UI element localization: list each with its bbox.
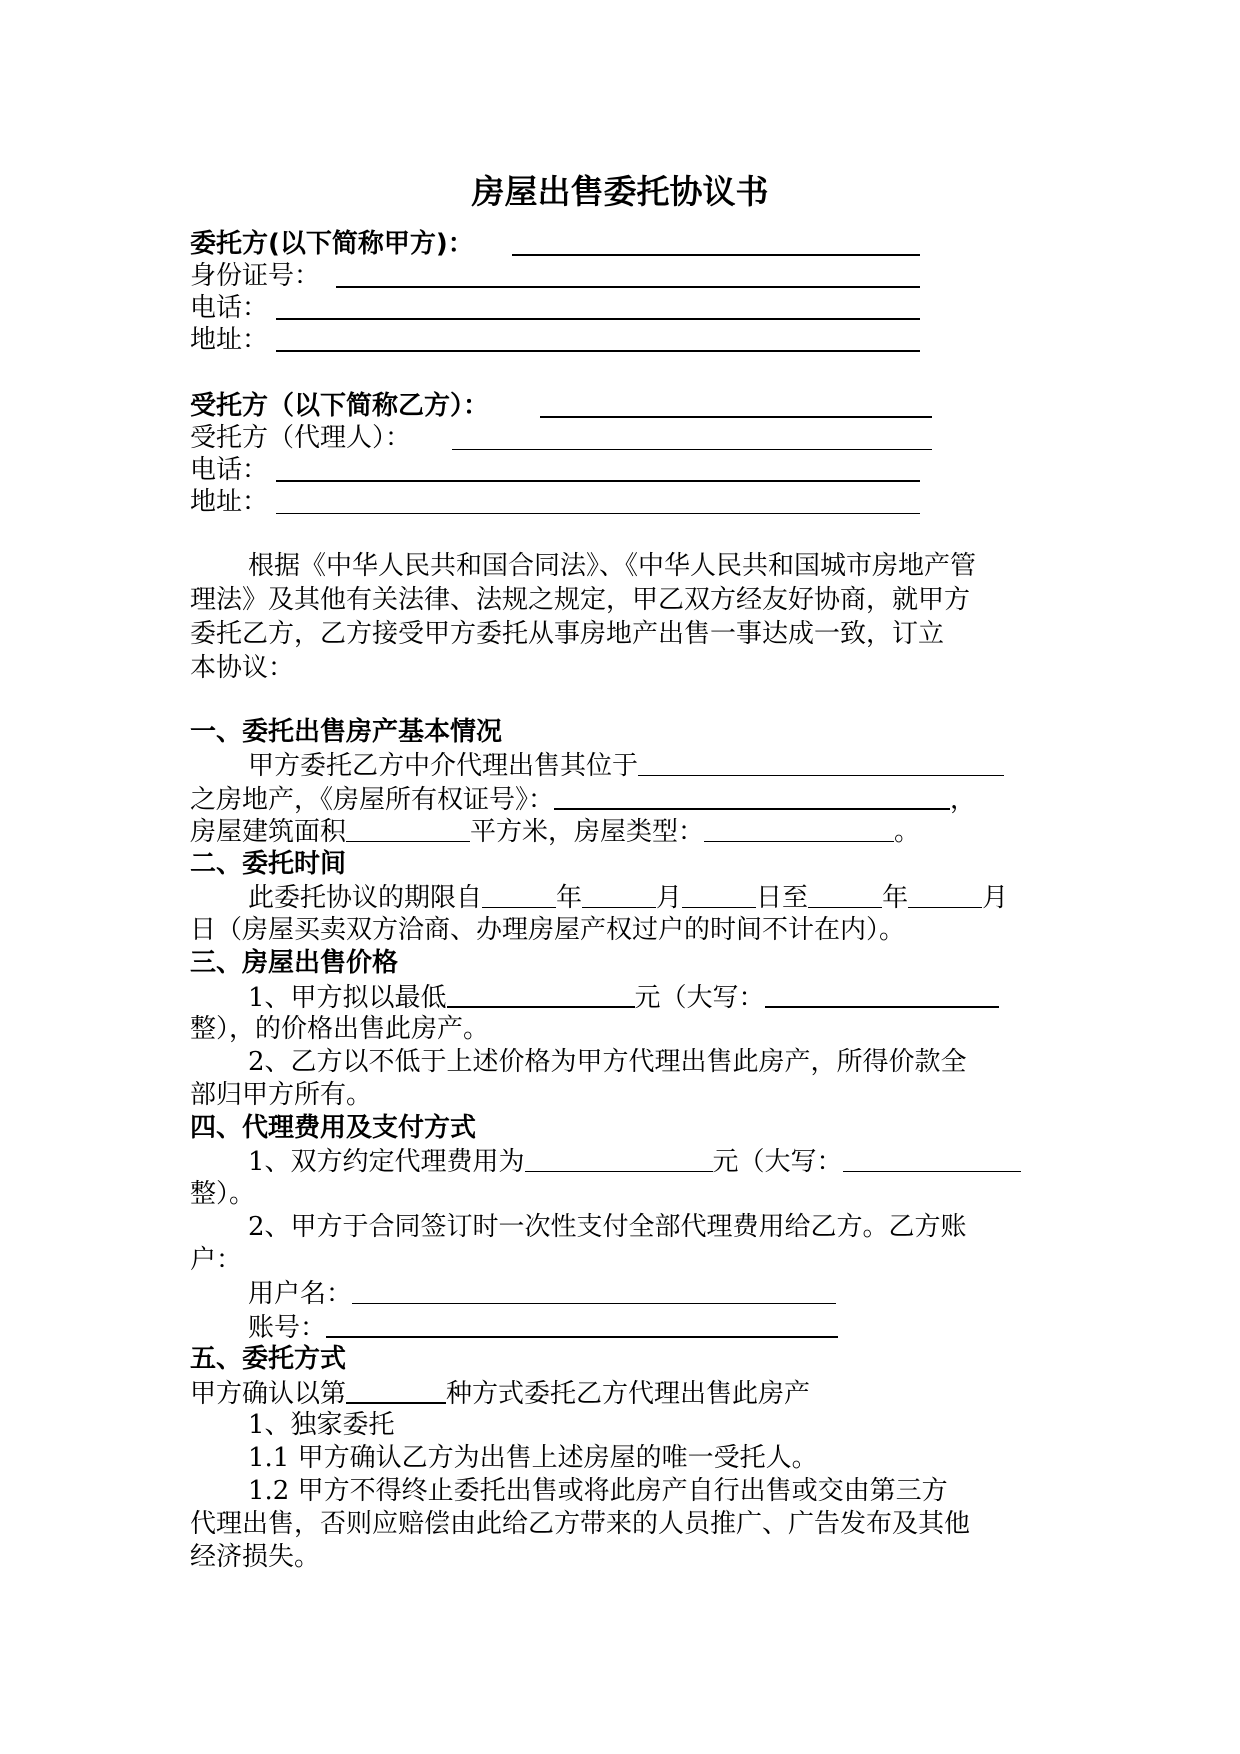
option-1-title: 1、独家委托 <box>248 1410 395 1440</box>
party-b-phone-field[interactable] <box>276 480 920 482</box>
username-field[interactable] <box>352 1277 836 1304</box>
party-b-address-field[interactable] <box>276 513 920 514</box>
mode-number-field[interactable] <box>346 1376 446 1404</box>
party-a-address-label: 地址： <box>190 325 269 355</box>
mode-label: 甲方确认以第 <box>190 1379 347 1409</box>
preamble-line-1: 根据《中华人民共和国合同法》、《中华人民共和国城市房地产管 <box>248 551 977 581</box>
document-title: 房屋出售委托协议书 <box>471 172 769 211</box>
mode-description: 种方式委托乙方代理出售此房产 <box>446 1379 811 1409</box>
min-price-label: 1、甲方拟以最低 <box>248 983 447 1013</box>
section-3-p1-line-2: 整），的价格出售此房产。 <box>190 1014 490 1044</box>
account-label: 账号： <box>248 1313 327 1343</box>
party-a-name-field[interactable] <box>512 254 920 256</box>
start-year-field[interactable] <box>482 881 556 908</box>
start-day-field[interactable] <box>682 881 756 908</box>
fee-uppercase-label: 元（大写： <box>712 1147 843 1177</box>
section-3-p2-line-1: 2、乙方以不低于上述价格为甲方代理出售此房产，所得价款全 <box>248 1047 967 1077</box>
certificate-label: 之房地产，《房屋所有权证号》： <box>190 785 555 815</box>
area-label: 房屋建筑面积 <box>190 817 347 847</box>
section-4-heading: 四、代理费用及支付方式 <box>190 1113 477 1143</box>
section-4-p2-line-1: 2、甲方于合同签订时一次性支付全部代理费用给乙方。乙方账 <box>248 1212 967 1242</box>
section-4-p1-line-1 <box>248 1145 1021 1178</box>
section-4-p2-line-2: 户： <box>190 1245 243 1275</box>
end-month-field[interactable] <box>908 881 982 908</box>
username-row <box>248 1277 836 1310</box>
username-label: 用户名： <box>248 1279 353 1309</box>
party-b-address-label: 地址： <box>190 487 269 517</box>
section-1-location-label: 甲方委托乙方中介代理出售其位于 <box>248 751 639 781</box>
section-1-line-1 <box>248 749 1004 782</box>
section-5-line-1 <box>190 1376 810 1410</box>
house-type-field[interactable] <box>704 815 894 842</box>
house-type-label: 平方米，房屋类型： <box>470 817 705 847</box>
section-3-p1-line-1 <box>248 980 999 1014</box>
option-1-1: 1.1 甲方确认乙方为出售上述房屋的唯一受托人。 <box>248 1443 818 1473</box>
section-2-heading: 二、委托时间 <box>190 849 347 879</box>
section-1-period: 。 <box>894 817 921 847</box>
option-1-2-line-3: 经济损失。 <box>190 1542 321 1572</box>
section-5-heading: 五、委托方式 <box>190 1344 347 1374</box>
agency-fee-field[interactable] <box>525 1145 713 1172</box>
section-1-line-2 <box>190 782 976 816</box>
day-to-label: 日至 <box>756 883 809 913</box>
party-a-heading-label: 委托方(以下简称甲方)： <box>190 229 474 259</box>
certificate-number-field[interactable] <box>554 782 950 810</box>
party-b-agent-field[interactable] <box>452 449 932 450</box>
preamble-line-3: 委托乙方，乙方接受甲方委托从事房地产出售一事达成一致，订立 <box>190 619 945 649</box>
option-1-2-line-2: 代理出售，否则应赔偿由此给乙方带来的人员推广、广告发布及其他 <box>190 1509 971 1539</box>
agency-fee-label: 1、双方约定代理费用为 <box>248 1147 525 1177</box>
party-a-id-label: 身份证号： <box>190 261 321 291</box>
option-1-2-line-1: 1.2 甲方不得终止委托出售或将此房产自行出售或交由第三方 <box>248 1476 948 1506</box>
party-b-heading <box>190 390 489 422</box>
section-2-line-2: 日（房屋买卖双方洽商、办理房屋产权过户的时间不计在内）。 <box>190 915 906 945</box>
account-row <box>248 1310 838 1344</box>
property-location-field[interactable] <box>638 749 1004 776</box>
section-3-heading: 三、房屋出售价格 <box>190 948 399 978</box>
section-3-p2-line-2: 部归甲方所有。 <box>190 1080 373 1110</box>
end-year-field[interactable] <box>808 881 882 908</box>
party-b-heading-label: 受托方（以下简称乙方）： <box>190 391 490 421</box>
price-uppercase-label: 元（大写： <box>634 983 765 1013</box>
party-a-address-field[interactable] <box>276 350 920 352</box>
price-uppercase-field[interactable] <box>765 980 999 1008</box>
preamble-line-2: 理法》及其他有关法律、法规之规定，甲乙双方经友好协商，就甲方 <box>190 585 971 615</box>
end-month-unit: 月 <box>982 883 1009 913</box>
party-b-phone-label: 电话： <box>190 455 269 485</box>
end-year-unit: 年 <box>882 883 909 913</box>
party-a-id-field[interactable] <box>336 286 920 288</box>
min-price-field[interactable] <box>447 980 635 1008</box>
section-2-line-1 <box>248 881 1008 914</box>
party-a-phone-label: 电话： <box>190 293 269 323</box>
section-1-heading: 一、委托出售房产基本情况 <box>190 717 503 747</box>
account-field[interactable] <box>326 1310 838 1338</box>
certificate-comma: ， <box>950 785 977 815</box>
fee-uppercase-field[interactable] <box>843 1145 1021 1172</box>
start-month-unit: 月 <box>656 883 683 913</box>
party-b-name-field[interactable] <box>540 416 932 418</box>
section-1-line-3 <box>190 815 920 848</box>
start-month-field[interactable] <box>582 881 656 908</box>
term-start-label: 此委托协议的期限自 <box>248 883 483 913</box>
area-field[interactable] <box>346 815 470 842</box>
preamble-line-4: 本协议： <box>190 653 295 683</box>
start-year-unit: 年 <box>556 883 583 913</box>
section-4-p1-line-2: 整）。 <box>190 1179 256 1209</box>
party-b-agent-label: 受托方（代理人）： <box>190 423 412 453</box>
party-a-heading <box>190 228 474 260</box>
party-a-phone-field[interactable] <box>276 318 920 320</box>
